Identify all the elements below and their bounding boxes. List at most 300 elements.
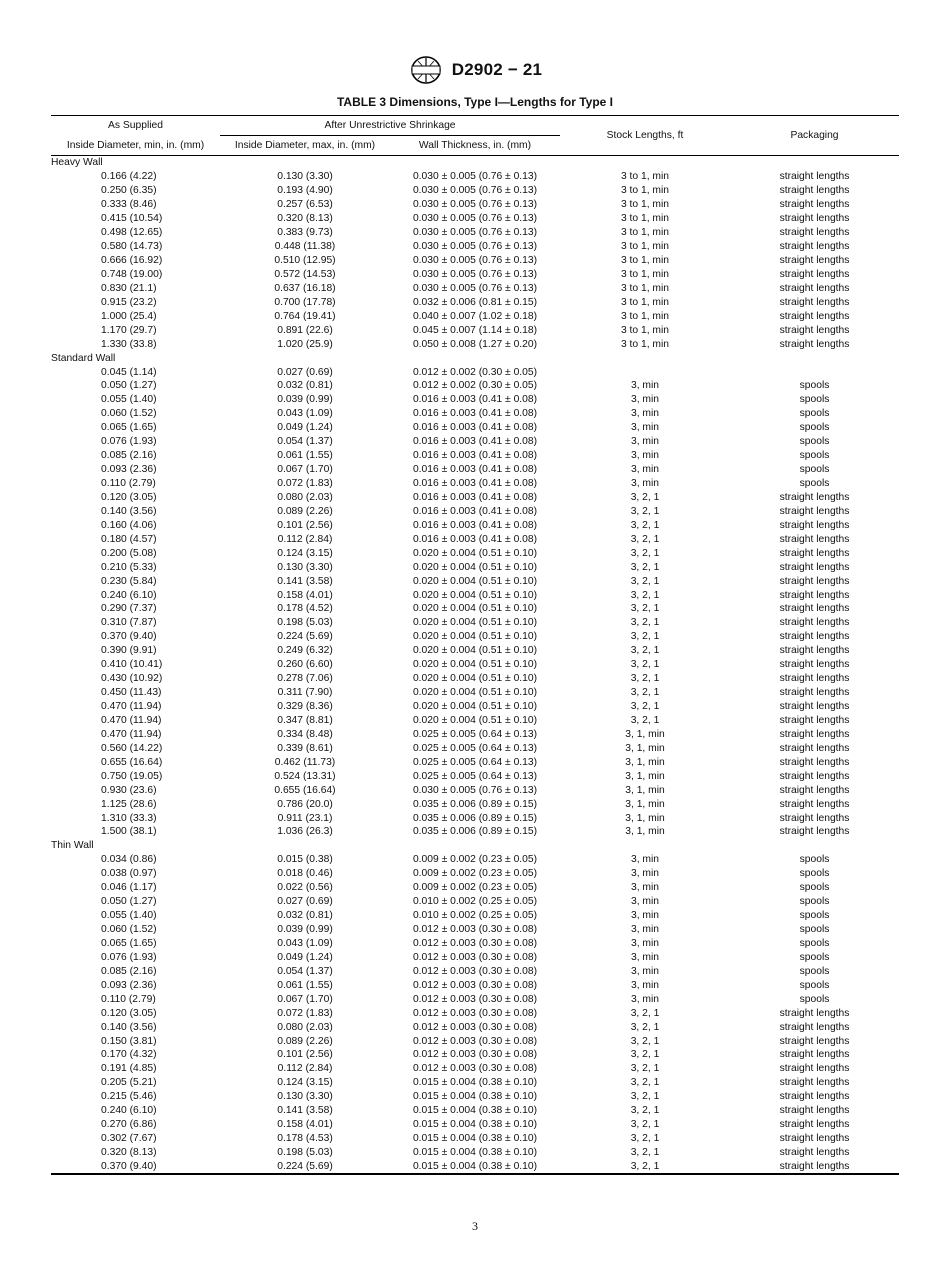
stock-lengths-cell: 3, 2, 1 [630, 491, 660, 503]
table-row [51, 825, 899, 839]
stock-lengths-cell: 3, min [630, 422, 660, 434]
inside-diameter-max-cell: 0.101 (2.56) [277, 519, 333, 531]
table-row [51, 741, 899, 755]
wall-thickness-cell: 0.015 ± 0.004 (0.38 ± 0.10) [412, 1133, 538, 1145]
stock-lengths-cell: 3, min [630, 951, 660, 963]
packaging-cell: straight lengths [779, 227, 850, 239]
table-row [51, 254, 899, 268]
inside-diameter-min-cell: 0.046 (1.17) [101, 882, 157, 894]
table-row [51, 309, 899, 323]
inside-diameter-max-cell: 0.049 (1.24) [277, 951, 333, 963]
wall-thickness-cell: 0.012 ± 0.003 (0.30 ± 0.08) [412, 937, 538, 949]
inside-diameter-max-cell: 0.158 (4.01) [277, 589, 333, 601]
wall-thickness-cell: 0.016 ± 0.003 (0.41 ± 0.08) [412, 464, 538, 476]
table-row [51, 226, 899, 240]
inside-diameter-min-cell: 1.170 (29.7) [101, 324, 157, 336]
inside-diameter-max-cell: 0.891 (22.6) [277, 324, 333, 336]
inside-diameter-min-cell: 0.050 (1.27) [101, 380, 157, 392]
inside-diameter-min-cell: 0.045 (1.14) [101, 366, 157, 378]
stock-lengths-cell [560, 365, 730, 379]
packaging-cell: straight lengths [779, 547, 850, 559]
table-row [51, 964, 899, 978]
wall-thickness-cell: 0.012 ± 0.003 (0.30 ± 0.08) [412, 1063, 538, 1075]
stock-lengths-cell: 3, 2, 1 [630, 645, 660, 657]
packaging-cell: straight lengths [779, 561, 850, 573]
packaging-cell: straight lengths [779, 617, 850, 629]
inside-diameter-max-cell: 0.054 (1.37) [277, 436, 333, 448]
packaging-cell: straight lengths [779, 519, 850, 531]
packaging-cell: spools [799, 450, 830, 462]
table-row [51, 449, 899, 463]
table-row [51, 1146, 899, 1160]
inside-diameter-max-cell: 0.112 (2.84) [277, 1063, 333, 1075]
inside-diameter-min-cell: 0.038 (0.97) [101, 868, 157, 880]
wall-thickness-cell: 0.030 ± 0.005 (0.76 ± 0.13) [412, 199, 538, 211]
packaging-header: Packaging [730, 116, 899, 156]
stock-lengths-cell: 3 to 1, min [620, 338, 670, 350]
packaging-cell: straight lengths [779, 701, 850, 713]
inside-diameter-min-cell: 0.410 (10.41) [101, 659, 163, 671]
packaging-cell: spools [799, 993, 830, 1005]
table-row [51, 853, 899, 867]
packaging-cell: straight lengths [779, 826, 850, 838]
inside-diameter-min-cell: 0.470 (11.94) [101, 714, 162, 726]
table-row [51, 895, 899, 909]
inside-diameter-min-cell: 0.065 (1.65) [101, 937, 157, 949]
inside-diameter-max-cell: 0.462 (11.73) [274, 756, 336, 768]
table-row [51, 1034, 899, 1048]
table-row [51, 881, 899, 895]
wall-thickness-cell: 0.020 ± 0.004 (0.51 ± 0.10) [412, 687, 538, 699]
stock-lengths-cell: 3, 2, 1 [630, 1105, 660, 1117]
inside-diameter-max-cell: 0.112 (2.84) [277, 533, 333, 545]
table-row [51, 769, 899, 783]
packaging-cell: straight lengths [779, 631, 850, 643]
stock-lengths-cell: 3, 2, 1 [630, 1147, 660, 1159]
inside-diameter-max-cell: 0.054 (1.37) [277, 965, 333, 977]
inside-diameter-min-cell: 1.310 (33.3) [101, 812, 157, 824]
inside-diameter-min-cell: 0.093 (2.36) [101, 464, 157, 476]
packaging-cell: straight lengths [779, 1105, 850, 1117]
inside-diameter-max-cell: 0.067 (1.70) [277, 464, 333, 476]
wall-thickness-cell: 0.012 ± 0.002 (0.30 ± 0.05) [412, 366, 538, 378]
wall-thickness-cell: 0.045 ± 0.007 (1.14 ± 0.18) [412, 324, 538, 336]
inside-diameter-max-cell: 0.786 (20.0) [277, 798, 333, 810]
inside-diameter-max-cell: 0.311 (7.90) [277, 687, 333, 699]
inside-diameter-max-cell: 0.329 (8.36) [277, 701, 333, 713]
stock-lengths-cell: 3, 2, 1 [630, 1077, 660, 1089]
table-row [51, 1006, 899, 1020]
section-header-row [51, 839, 899, 853]
packaging-cell: straight lengths [779, 575, 850, 587]
inside-diameter-max-cell: 0.347 (8.81) [277, 714, 333, 726]
section-title: Heavy Wall [51, 157, 103, 169]
inside-diameter-max-cell: 0.043 (1.09) [277, 937, 333, 949]
wall-thickness-cell: 0.012 ± 0.003 (0.30 ± 0.08) [412, 951, 538, 963]
stock-lengths-cell: 3, min [630, 868, 660, 880]
packaging-cell: spools [799, 868, 830, 880]
inside-diameter-min-cell: 0.060 (1.52) [101, 924, 157, 936]
inside-diameter-max-cell: 0.249 (6.32) [277, 645, 333, 657]
stock-lengths-cell: 3, 2, 1 [630, 1021, 660, 1033]
packaging-cell: straight lengths [779, 310, 850, 322]
inside-diameter-max-cell: 0.039 (0.99) [277, 394, 333, 406]
inside-diameter-min-cell: 0.830 (21.1) [101, 282, 157, 294]
inside-diameter-max-cell: 0.032 (0.81) [277, 910, 333, 922]
wall-thickness-cell: 0.016 ± 0.003 (0.41 ± 0.08) [412, 519, 538, 531]
table-row [51, 811, 899, 825]
inside-diameter-min-cell: 1.125 (28.6) [101, 798, 157, 810]
inside-diameter-max-cell: 0.080 (2.03) [277, 1021, 333, 1033]
table-row [51, 212, 899, 226]
inside-diameter-max-cell: 0.339 (8.61) [277, 742, 333, 754]
stock-lengths-cell: 3, min [630, 924, 660, 936]
wall-thickness-cell: 0.030 ± 0.005 (0.76 ± 0.13) [412, 255, 538, 267]
inside-diameter-min-cell: 0.240 (6.10) [101, 1105, 157, 1117]
inside-diameter-min-cell: 0.320 (8.13) [101, 1147, 157, 1159]
packaging-cell: straight lengths [779, 171, 850, 183]
stock-lengths-cell: 3, 2, 1 [630, 659, 660, 671]
table-row [51, 602, 899, 616]
inside-diameter-min-cell: 0.140 (3.56) [101, 505, 157, 517]
stock-lengths-cell: 3, 2, 1 [630, 1091, 660, 1103]
packaging-cell: straight lengths [779, 282, 850, 294]
packaging-cell: spools [799, 478, 830, 490]
inside-diameter-max-cell: 0.089 (2.26) [277, 1035, 333, 1047]
inside-diameter-min-cell: 0.390 (9.91) [101, 645, 157, 657]
table-row [51, 337, 899, 351]
table-row [51, 672, 899, 686]
inside-diameter-min-cell: 0.415 (10.54) [101, 213, 163, 225]
inside-diameter-min-cell: 0.240 (6.10) [101, 589, 157, 601]
as-supplied-header: As Supplied [51, 116, 220, 136]
wall-thickness-cell: 0.050 ± 0.008 (1.27 ± 0.20) [412, 338, 538, 350]
wall-thickness-cell: 0.020 ± 0.004 (0.51 ± 0.10) [412, 603, 538, 615]
inside-diameter-max-cell: 0.383 (9.73) [277, 227, 333, 239]
wall-thickness-cell: 0.015 ± 0.004 (0.38 ± 0.10) [412, 1105, 538, 1117]
inside-diameter-min-cell: 0.498 (12.65) [101, 227, 163, 239]
inside-diameter-min-cell: 0.120 (3.05) [101, 1007, 157, 1019]
stock-lengths-cell: 3, 2, 1 [630, 1119, 660, 1131]
inside-diameter-min-cell: 0.200 (5.08) [101, 547, 157, 559]
wall-thickness-cell: 0.020 ± 0.004 (0.51 ± 0.10) [412, 659, 538, 671]
packaging-cell: straight lengths [779, 199, 850, 211]
packaging-cell: straight lengths [779, 1133, 850, 1145]
inside-diameter-max-cell: 0.032 (0.81) [277, 380, 333, 392]
stock-lengths-cell: 3, 2, 1 [630, 673, 660, 685]
table-row [51, 714, 899, 728]
inside-diameter-min-cell: 0.310 (7.87) [101, 617, 157, 629]
table-row [51, 1048, 899, 1062]
stock-lengths-cell: 3, 2, 1 [630, 519, 660, 531]
table-row [51, 295, 899, 309]
inside-diameter-min-cell: 0.655 (16.64) [101, 756, 163, 768]
table-row [51, 504, 899, 518]
wall-thickness-cell: 0.016 ± 0.003 (0.41 ± 0.08) [412, 491, 538, 503]
table-row [51, 658, 899, 672]
table-row [51, 574, 899, 588]
inside-diameter-min-cell: 0.055 (1.40) [101, 910, 157, 922]
stock-lengths-cell: 3, 2, 1 [630, 603, 660, 615]
stock-lengths-cell: 3, min [630, 965, 660, 977]
table-row [51, 1076, 899, 1090]
inside-diameter-max-cell: 0.764 (19.41) [274, 310, 336, 322]
inside-diameter-max-cell: 0.158 (4.01) [277, 1119, 333, 1131]
packaging-cell: straight lengths [779, 1119, 850, 1131]
wall-thickness-cell: 0.009 ± 0.002 (0.23 ± 0.05) [412, 868, 538, 880]
stock-lengths-cell: 3, min [630, 854, 660, 866]
inside-diameter-max-cell: 0.072 (1.83) [277, 478, 333, 490]
inside-diameter-min-cell: 0.270 (6.86) [101, 1119, 157, 1131]
table-row [51, 184, 899, 198]
inside-diameter-max-cell: 0.043 (1.09) [277, 408, 333, 420]
wall-thickness-cell: 0.016 ± 0.003 (0.41 ± 0.08) [412, 450, 538, 462]
packaging-cell: straight lengths [779, 338, 850, 350]
packaging-cell: spools [799, 882, 830, 894]
table-row [51, 421, 899, 435]
inside-diameter-min-cell: 0.060 (1.52) [101, 408, 157, 420]
inside-diameter-max-cell: 1.020 (25.9) [277, 338, 333, 350]
inside-diameter-max-cell: 0.320 (8.13) [277, 213, 333, 225]
table-row [51, 198, 899, 212]
inside-diameter-max-cell: 0.637 (16.18) [274, 282, 336, 294]
packaging-cell: straight lengths [779, 1035, 850, 1047]
wall-thickness-header: Wall Thickness, in. (mm) [390, 136, 560, 156]
packaging-cell: straight lengths [779, 324, 850, 336]
wall-thickness-cell: 0.035 ± 0.006 (0.89 ± 0.15) [412, 812, 538, 824]
wall-thickness-cell: 0.020 ± 0.004 (0.51 ± 0.10) [412, 561, 538, 573]
stock-lengths-cell: 3, 1, min [625, 728, 665, 740]
table-row [51, 783, 899, 797]
packaging-cell: spools [799, 380, 830, 392]
inside-diameter-max-cell: 0.198 (5.03) [277, 617, 333, 629]
inside-diameter-max-cell: 0.224 (5.69) [220, 1160, 390, 1175]
packaging-cell: straight lengths [779, 673, 850, 685]
packaging-cell: spools [799, 408, 830, 420]
inside-diameter-max-cell: 0.257 (6.53) [277, 199, 333, 211]
table-row [51, 978, 899, 992]
stock-lengths-header: Stock Lengths, ft [560, 116, 730, 156]
wall-thickness-cell: 0.012 ± 0.003 (0.30 ± 0.08) [412, 993, 538, 1005]
inside-diameter-min-cell: 0.470 (11.94) [101, 728, 162, 740]
table-row [51, 393, 899, 407]
inside-diameter-max-cell: 0.448 (11.38) [274, 241, 336, 253]
packaging-cell: straight lengths [779, 687, 850, 699]
inside-diameter-min-cell: 0.055 (1.40) [101, 394, 157, 406]
packaging-cell: straight lengths [779, 1049, 850, 1061]
table-row [51, 797, 899, 811]
stock-lengths-cell: 3, 2, 1 [630, 1133, 660, 1145]
table-row [51, 435, 899, 449]
wall-thickness-cell: 0.012 ± 0.003 (0.30 ± 0.08) [412, 1021, 538, 1033]
wall-thickness-cell: 0.030 ± 0.005 (0.76 ± 0.13) [412, 268, 538, 280]
inside-diameter-max-cell: 0.141 (3.58) [277, 575, 333, 587]
table-title: TABLE 3 Dimensions, Type I—Lengths for Type I [336, 95, 614, 109]
table-row [51, 240, 899, 254]
wall-thickness-cell: 0.020 ± 0.004 (0.51 ± 0.10) [412, 575, 538, 587]
stock-lengths-cell: 3, 2, 1 [630, 701, 660, 713]
inside-diameter-min-cell: 0.748 (19.00) [101, 268, 163, 280]
inside-diameter-max-cell: 0.018 (0.46) [277, 868, 333, 880]
wall-thickness-cell: 0.030 ± 0.005 (0.76 ± 0.13) [412, 227, 538, 239]
table-row [51, 281, 899, 295]
inside-diameter-min-cell: 0.140 (3.56) [101, 1021, 157, 1033]
astm-logo-icon [408, 55, 444, 85]
stock-lengths-cell: 3, 1, min [625, 798, 665, 810]
stock-lengths-cell: 3, min [630, 450, 660, 462]
packaging-cell: spools [799, 436, 830, 448]
inside-diameter-max-cell: 0.911 (23.1) [277, 812, 333, 824]
table-row [51, 755, 899, 769]
inside-diameter-max-cell: 0.130 (3.30) [277, 1091, 333, 1103]
wall-thickness-cell: 0.009 ± 0.002 (0.23 ± 0.05) [412, 882, 538, 894]
table-row [51, 463, 899, 477]
inside-diameter-max-cell: 0.015 (0.38) [277, 854, 333, 866]
inside-diameter-min-cell: 0.666 (16.92) [101, 255, 163, 267]
packaging-cell: straight lengths [779, 812, 850, 824]
table-row [51, 1062, 899, 1076]
packaging-cell: straight lengths [779, 1147, 850, 1159]
table-row [51, 1104, 899, 1118]
inside-diameter-max-cell: 0.027 (0.69) [277, 366, 333, 378]
inside-diameter-min-header: Inside Diameter, min, in. (mm) [51, 136, 220, 156]
table-row [51, 616, 899, 630]
stock-lengths-cell: 3 to 1, min [620, 185, 670, 197]
inside-diameter-min-cell: 0.150 (3.81) [101, 1035, 157, 1047]
inside-diameter-min-cell: 0.370 (9.40) [101, 631, 157, 643]
inside-diameter-min-cell: 0.110 (2.79) [101, 478, 156, 490]
stock-lengths-cell: 3, min [630, 408, 660, 420]
wall-thickness-cell: 0.025 ± 0.005 (0.64 ± 0.13) [412, 770, 538, 782]
wall-thickness-cell: 0.035 ± 0.006 (0.89 ± 0.15) [412, 798, 538, 810]
table-row [51, 1160, 899, 1175]
wall-thickness-cell: 0.015 ± 0.004 (0.38 ± 0.10) [412, 1119, 538, 1131]
wall-thickness-cell: 0.016 ± 0.003 (0.41 ± 0.08) [412, 394, 538, 406]
packaging-cell: straight lengths [779, 255, 850, 267]
wall-thickness-cell: 0.016 ± 0.003 (0.41 ± 0.08) [412, 478, 538, 490]
stock-lengths-cell: 3, min [630, 979, 660, 991]
dimensions-table [51, 115, 899, 1175]
inside-diameter-min-cell: 1.000 (25.4) [101, 310, 157, 322]
packaging-cell: straight lengths [779, 645, 850, 657]
table-row [51, 379, 899, 393]
inside-diameter-max-cell: 0.572 (14.53) [274, 268, 336, 280]
inside-diameter-min-cell: 0.085 (2.16) [101, 450, 157, 462]
stock-lengths-cell: 3, min [630, 993, 660, 1005]
inside-diameter-min-cell: 0.450 (11.43) [101, 687, 162, 699]
wall-thickness-cell: 0.010 ± 0.002 (0.25 ± 0.05) [412, 910, 538, 922]
wall-thickness-cell: 0.025 ± 0.005 (0.64 ± 0.13) [412, 728, 538, 740]
wall-thickness-cell: 0.015 ± 0.004 (0.38 ± 0.10) [390, 1160, 560, 1175]
packaging-cell: straight lengths [779, 659, 850, 671]
inside-diameter-min-cell: 0.215 (5.46) [101, 1091, 157, 1103]
wall-thickness-cell: 0.016 ± 0.003 (0.41 ± 0.08) [412, 422, 538, 434]
inside-diameter-max-cell: 0.510 (12.95) [274, 255, 336, 267]
inside-diameter-min-cell: 0.580 (14.73) [101, 241, 163, 253]
inside-diameter-min-cell: 0.290 (7.37) [101, 603, 157, 615]
packaging-cell: spools [799, 422, 830, 434]
document-id: D2902 − 21 [451, 60, 543, 79]
table-row [51, 937, 899, 951]
stock-lengths-cell: 3, 2, 1 [630, 1035, 660, 1047]
wall-thickness-cell: 0.016 ± 0.003 (0.41 ± 0.08) [412, 505, 538, 517]
wall-thickness-cell: 0.015 ± 0.004 (0.38 ± 0.10) [412, 1091, 538, 1103]
stock-lengths-cell: 3, 2, 1 [630, 561, 660, 573]
wall-thickness-cell: 0.020 ± 0.004 (0.51 ± 0.10) [412, 617, 538, 629]
inside-diameter-max-cell: 0.655 (16.64) [274, 784, 336, 796]
inside-diameter-max-cell: 0.080 (2.03) [277, 491, 333, 503]
stock-lengths-cell: 3, 2, 1 [560, 1160, 730, 1175]
page-number: 3 [472, 1219, 478, 1233]
inside-diameter-min-cell: 0.180 (4.57) [101, 533, 157, 545]
packaging-cell: straight lengths [730, 1160, 899, 1175]
wall-thickness-cell: 0.030 ± 0.005 (0.76 ± 0.13) [412, 241, 538, 253]
packaging-cell: straight lengths [779, 213, 850, 225]
wall-thickness-cell: 0.015 ± 0.004 (0.38 ± 0.10) [412, 1147, 538, 1159]
inside-diameter-max-cell: 0.039 (0.99) [277, 924, 333, 936]
wall-thickness-cell: 0.035 ± 0.006 (0.89 ± 0.15) [412, 826, 538, 838]
wall-thickness-cell: 0.030 ± 0.005 (0.76 ± 0.13) [412, 171, 538, 183]
stock-lengths-cell: 3, 2, 1 [630, 714, 660, 726]
wall-thickness-cell: 0.012 ± 0.003 (0.30 ± 0.08) [412, 965, 538, 977]
wall-thickness-cell: 0.030 ± 0.005 (0.76 ± 0.13) [412, 185, 538, 197]
inside-diameter-min-cell: 0.205 (5.21) [101, 1077, 157, 1089]
inside-diameter-min-cell: 0.170 (4.32) [101, 1049, 157, 1061]
table-row [51, 491, 899, 505]
stock-lengths-cell: 3, min [630, 380, 660, 392]
stock-lengths-cell: 3 to 1, min [620, 199, 670, 211]
inside-diameter-min-cell: 1.330 (33.8) [101, 338, 157, 350]
stock-lengths-cell: 3, min [630, 937, 660, 949]
inside-diameter-min-cell: 1.500 (38.1) [101, 826, 157, 838]
table-row [51, 170, 899, 184]
table-row [51, 909, 899, 923]
packaging-cell: spools [799, 464, 830, 476]
wall-thickness-cell: 0.012 ± 0.003 (0.30 ± 0.08) [412, 1049, 538, 1061]
table-row [51, 923, 899, 937]
after-shrinkage-header: After Unrestrictive Shrinkage [220, 116, 560, 136]
wall-thickness-cell: 0.030 ± 0.005 (0.76 ± 0.13) [412, 282, 538, 294]
table-row [51, 268, 899, 282]
inside-diameter-max-cell: 0.178 (4.53) [277, 1133, 333, 1145]
page-header [0, 55, 950, 90]
wall-thickness-cell: 0.012 ± 0.003 (0.30 ± 0.08) [412, 924, 538, 936]
inside-diameter-max-cell: 0.130 (3.30) [277, 171, 333, 183]
table-row [51, 560, 899, 574]
wall-thickness-cell: 0.010 ± 0.002 (0.25 ± 0.05) [412, 896, 538, 908]
inside-diameter-max-cell: 0.198 (5.03) [277, 1147, 333, 1159]
stock-lengths-cell: 3 to 1, min [620, 324, 670, 336]
inside-diameter-min-cell: 0.110 (2.79) [101, 993, 156, 1005]
stock-lengths-cell: 3 to 1, min [620, 310, 670, 322]
inside-diameter-min-cell: 0.093 (2.36) [101, 979, 157, 991]
packaging-cell: straight lengths [779, 589, 850, 601]
stock-lengths-cell: 3, 2, 1 [630, 505, 660, 517]
table-row [51, 323, 899, 337]
packaging-cell: straight lengths [779, 185, 850, 197]
inside-diameter-max-cell: 0.072 (1.83) [277, 1007, 333, 1019]
wall-thickness-cell: 0.016 ± 0.003 (0.41 ± 0.08) [412, 436, 538, 448]
wall-thickness-cell: 0.030 ± 0.005 (0.76 ± 0.13) [412, 784, 538, 796]
table-row [51, 700, 899, 714]
inside-diameter-max-cell: 0.260 (6.60) [277, 659, 333, 671]
packaging-cell: straight lengths [779, 505, 850, 517]
stock-lengths-cell: 3, 2, 1 [630, 1007, 660, 1019]
inside-diameter-min-cell: 0.230 (5.84) [101, 575, 157, 587]
inside-diameter-max-cell: 0.061 (1.55) [277, 979, 333, 991]
wall-thickness-cell: 0.025 ± 0.005 (0.64 ± 0.13) [412, 756, 538, 768]
inside-diameter-max-cell: 0.224 (5.69) [277, 631, 333, 643]
